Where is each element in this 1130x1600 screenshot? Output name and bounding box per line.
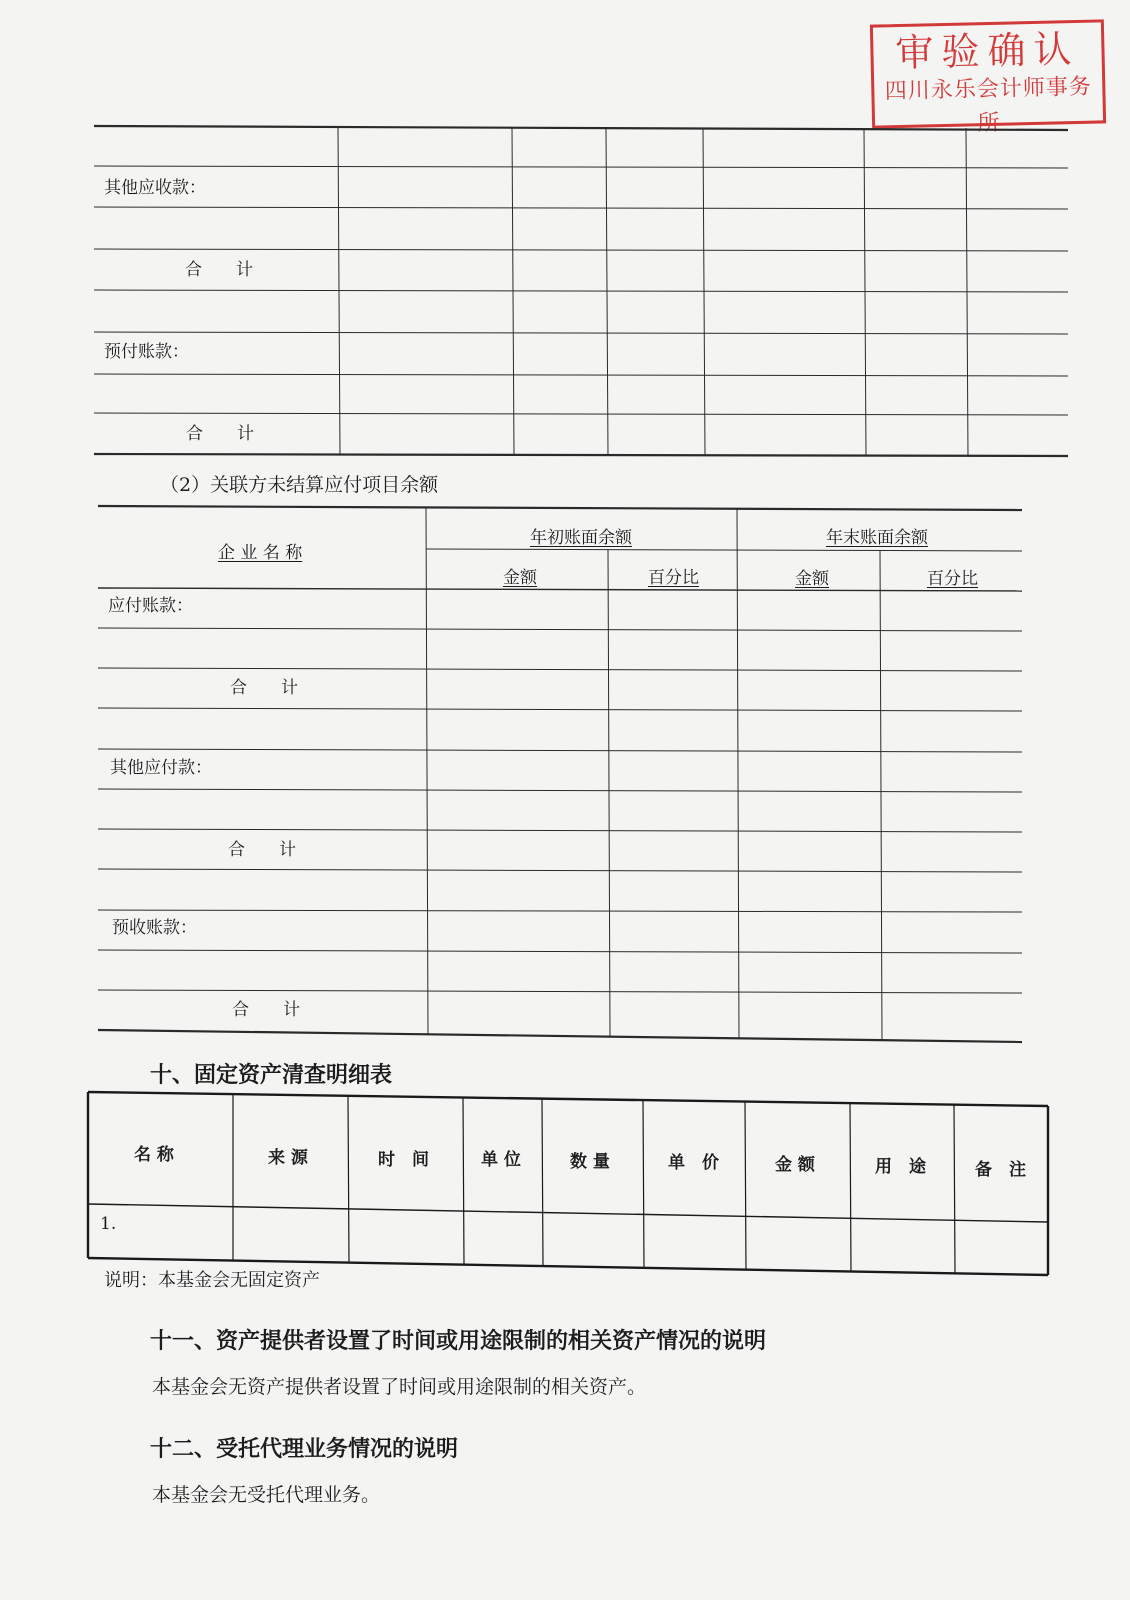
begin-amount-header: 金额 xyxy=(503,568,537,588)
table-b-row-label: 预收账款： xyxy=(112,918,197,938)
table-a-row-label: 合 计 xyxy=(186,424,254,444)
end-balance-header: 年末账面余额 xyxy=(826,528,928,548)
fa-header-remarks: 备 注 xyxy=(975,1160,1026,1180)
fixed-asset-note: 说明：本基金会无固定资产 xyxy=(104,1270,320,1291)
begin-percent-header: 百分比 xyxy=(648,568,699,588)
fa-header-name: 名 称 xyxy=(134,1145,174,1165)
section-11-body: 本基金会无资产提供者设置了时间或用途限制的相关资产。 xyxy=(152,1376,647,1398)
table-b-row-label: 其他应付款： xyxy=(110,758,212,778)
fa-header-quantity: 数 量 xyxy=(570,1152,610,1172)
section-10-title: 十、固定资产清查明细表 xyxy=(150,1062,393,1088)
fa-header-unit: 单 位 xyxy=(481,1150,521,1170)
table-a-row-label: 其他应收款： xyxy=(104,178,206,198)
fa-header-time: 时 间 xyxy=(378,1150,429,1170)
table-b-row-label: 合 计 xyxy=(228,840,296,860)
fa-header-unit-price: 单 价 xyxy=(668,1153,719,1173)
table-a-row-label: 合 计 xyxy=(185,260,253,280)
fa-row-number: 1. xyxy=(100,1214,117,1234)
begin-balance-header: 年初账面余额 xyxy=(530,528,632,548)
section-12-title: 十二、受托代理业务情况的说明 xyxy=(150,1436,459,1462)
end-amount-header: 金额 xyxy=(795,569,829,589)
company-name-header: 企 业 名 称 xyxy=(218,543,303,563)
table-b-row-label: 合 计 xyxy=(232,1000,300,1020)
fa-header-purpose: 用 途 xyxy=(875,1157,926,1177)
stamp-line-2: 四川永乐会计师事务所 xyxy=(884,74,1093,137)
end-percent-header: 百分比 xyxy=(927,569,978,589)
section-12-body: 本基金会无受托代理业务。 xyxy=(152,1484,381,1506)
table-b-row-label: 应付账款： xyxy=(108,596,193,616)
fa-header-source: 来 源 xyxy=(268,1148,308,1168)
table-a-row-label: 预付账款： xyxy=(104,342,189,362)
stamp-line-1: 审验确认 xyxy=(894,26,1080,76)
table-b-row-label: 合 计 xyxy=(230,678,298,698)
section-11-title: 十一、资产提供者设置了时间或用途限制的相关资产情况的说明 xyxy=(150,1328,767,1354)
fa-header-amount: 金 额 xyxy=(775,1155,815,1175)
section-2-title: （2）关联方未结算应付项目余额 xyxy=(160,474,439,496)
